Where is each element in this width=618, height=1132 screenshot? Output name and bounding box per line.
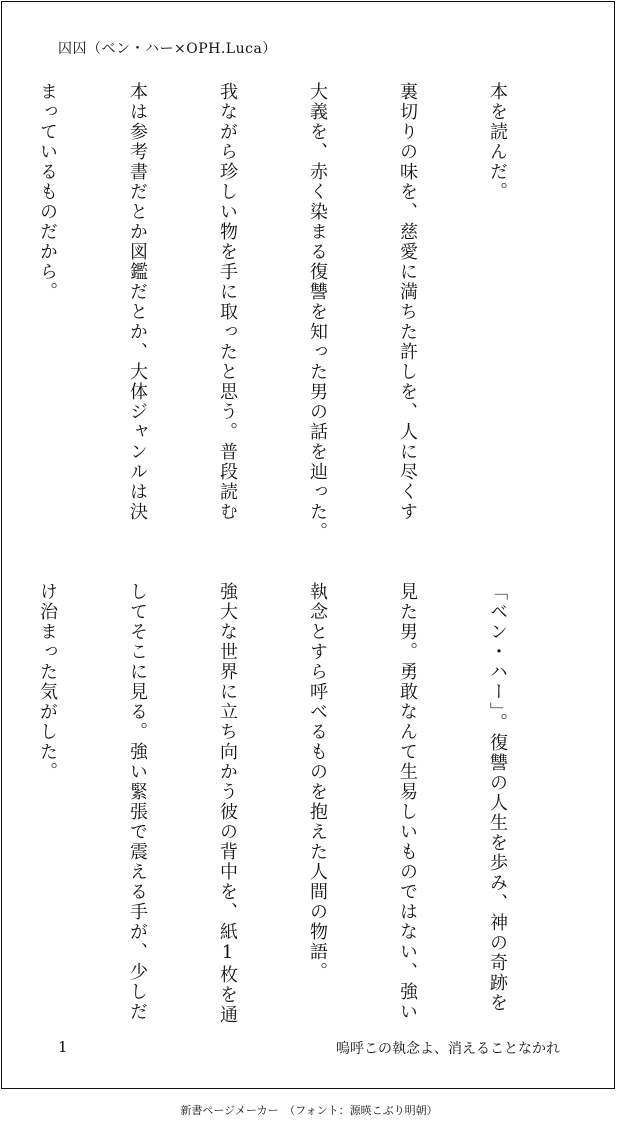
- text-column: 「ベン・ハー」。復讐の人生を歩み、神の奇跡を: [487, 582, 508, 1013]
- text-column: 本を読んだ。: [487, 82, 508, 202]
- text-column: け治まった気がした。: [37, 582, 58, 782]
- text-column: 大義を、赤く染まる復讐を知った男の話を辿った。: [307, 82, 328, 542]
- generator-credit: 新書ページメーカー （フォント：源暎こぶり明朝）: [180, 1104, 438, 1117]
- text-column: 強大な世界に立ち向かう彼の背中を、紙1枚を通: [217, 582, 238, 1025]
- page-number: 1: [58, 1038, 68, 1056]
- text-column: まっているものだから。: [37, 82, 58, 302]
- text-column: 我ながら珍しい物を手に取ったと思う。普段読む: [217, 82, 238, 522]
- text-column: 執念とすら呼べるものを抱えた人間の物語。: [307, 582, 328, 982]
- text-block-top: [0, 82, 572, 542]
- text-column: してそこに見る。強い緊張で震える手が、少しだ: [127, 582, 148, 1022]
- book-page: [1, 1, 615, 1089]
- running-footer-title: 嗚呼この執念よ、消えることなかれ: [336, 1041, 560, 1057]
- text-column: 裏切りの味を、慈愛に満ちた許しを、人に尽くす: [397, 82, 418, 522]
- running-header: 囚囚（ベン・ハー×OPH.Luca）: [58, 41, 277, 57]
- text-column: 見た男。勇敢なんて生易しいものではない、強い: [397, 582, 418, 1022]
- text-block-bottom: [0, 582, 572, 1025]
- text-column: 本は参考書だとか図鑑だとか、大体ジャンルは決: [127, 82, 148, 522]
